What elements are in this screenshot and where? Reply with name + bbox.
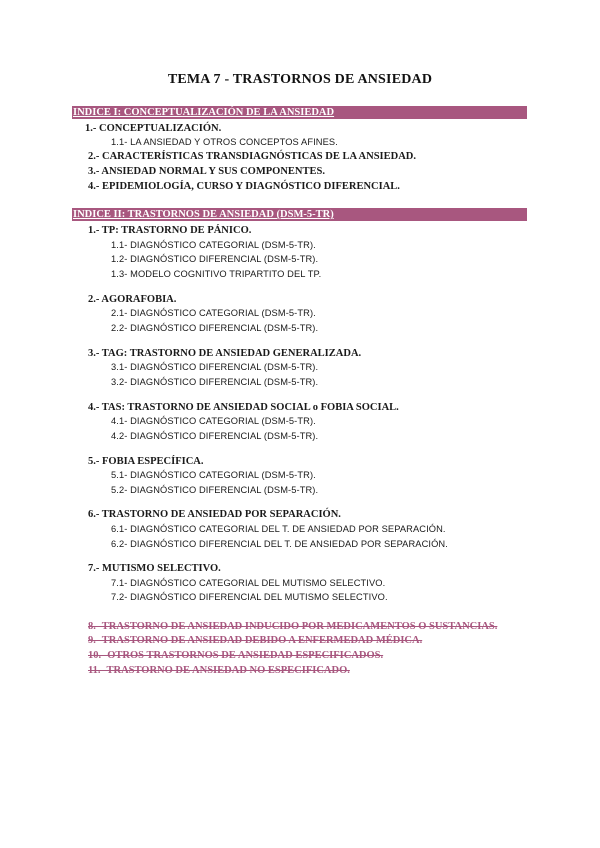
section-subitem: 1.2- DIAGNÓSTICO DIFERENCIAL (DSM-5-TR). xyxy=(111,254,319,264)
section-subitem: 4.1- DIAGNÓSTICO CATEGORIAL (DSM-5-TR). xyxy=(111,416,316,426)
section-subitem: 6.2- DIAGNÓSTICO DIFERENCIAL DEL T. DE ANSIEDAD POR SEPARACIÓN. xyxy=(111,539,448,549)
section-title: 7.- MUTISMO SELECTIVO. xyxy=(88,563,221,574)
section-subitem: 2.1- DIAGNÓSTICO CATEGORIAL (DSM-5-TR). xyxy=(111,308,316,318)
section-subitem: 7.1- DIAGNÓSTICO CATEGORIAL DEL MUTISMO SELECTIVO. xyxy=(111,578,386,588)
index-1-item: 3.- ANSIEDAD NORMAL Y SUS COMPONENTES. xyxy=(88,166,325,177)
index-1-subitem: 1.1- LA ANSIEDAD Y OTROS CONCEPTOS AFINES. xyxy=(111,137,338,147)
struck-item: 10.- OTROS TRASTORNOS DE ANSIEDAD ESPECIFICADOS. xyxy=(88,650,384,661)
section-title: 6.- TRASTORNO DE ANSIEDAD POR SEPARACIÓN. xyxy=(88,509,341,520)
section-title: 1.- TP: TRASTORNO DE PÁNICO. xyxy=(88,225,252,236)
section-title: 4.- TAS: TRASTORNO DE ANSIEDAD SOCIAL o FOBIA SOCIAL. xyxy=(88,402,399,413)
section-subitem: 6.1- DIAGNÓSTICO CATEGORIAL DEL T. DE ANSIEDAD POR SEPARACIÓN. xyxy=(111,524,446,534)
section-subitem: 3.1- DIAGNÓSTICO DIFERENCIAL (DSM-5-TR). xyxy=(111,362,319,372)
index-1-heading: INDICE I: CONCEPTUALIZACIÓN DE LA ANSIEDAD xyxy=(72,106,527,119)
section-subitem: 5.2- DIAGNÓSTICO DIFERENCIAL (DSM-5-TR). xyxy=(111,485,319,495)
page-title: TEMA 7 - TRASTORNOS DE ANSIEDAD xyxy=(167,72,433,87)
section-subitem: 5.1- DIAGNÓSTICO CATEGORIAL (DSM-5-TR). xyxy=(111,470,316,480)
section-subitem: 1.1- DIAGNÓSTICO CATEGORIAL (DSM-5-TR). xyxy=(111,240,316,250)
struck-item: 11.- TRASTORNO DE ANSIEDAD NO ESPECIFICADO. xyxy=(88,665,350,676)
index-1-item: 2.- CARACTERÍSTICAS TRANSDIAGNÓSTICAS DE LA ANSIEDAD. xyxy=(88,151,417,162)
section-subitem: 3.2- DIAGNÓSTICO DIFERENCIAL (DSM-5-TR). xyxy=(111,377,319,387)
section-subitem: 4.2- DIAGNÓSTICO DIFERENCIAL (DSM-5-TR). xyxy=(111,431,319,441)
section-title: 5.- FOBIA ESPECÍFICA. xyxy=(88,456,204,467)
index-1-item: 1.- CONCEPTUALIZACIÓN. xyxy=(85,123,222,134)
section-subitem: 1.3- MODELO COGNITIVO TRIPARTITO DEL TP. xyxy=(111,269,322,279)
struck-item: 8.- TRASTORNO DE ANSIEDAD INDUCIDO POR MEDICAMENTOS O SUSTANCIAS. xyxy=(88,621,498,632)
struck-item: 9.- TRASTORNO DE ANSIEDAD DEBIDO A ENFERMEDAD MÉDICA. xyxy=(88,635,423,646)
section-subitem: 2.2- DIAGNÓSTICO DIFERENCIAL (DSM-5-TR). xyxy=(111,323,319,333)
section-title: 3.- TAG: TRASTORNO DE ANSIEDAD GENERALIZADA. xyxy=(88,348,362,359)
index-2-heading: INDICE II: TRASTORNOS DE ANSIEDAD (DSM-5-TR) xyxy=(72,208,527,221)
section-subitem: 7.2- DIAGNÓSTICO DIFERENCIAL DEL MUTISMO SELECTIVO. xyxy=(111,592,388,602)
section-title: 2.- AGORAFOBIA. xyxy=(88,294,177,305)
index-1-item: 4.- EPIDEMIOLOGÍA, CURSO Y DIAGNÓSTICO DIFERENCIAL. xyxy=(88,181,400,192)
